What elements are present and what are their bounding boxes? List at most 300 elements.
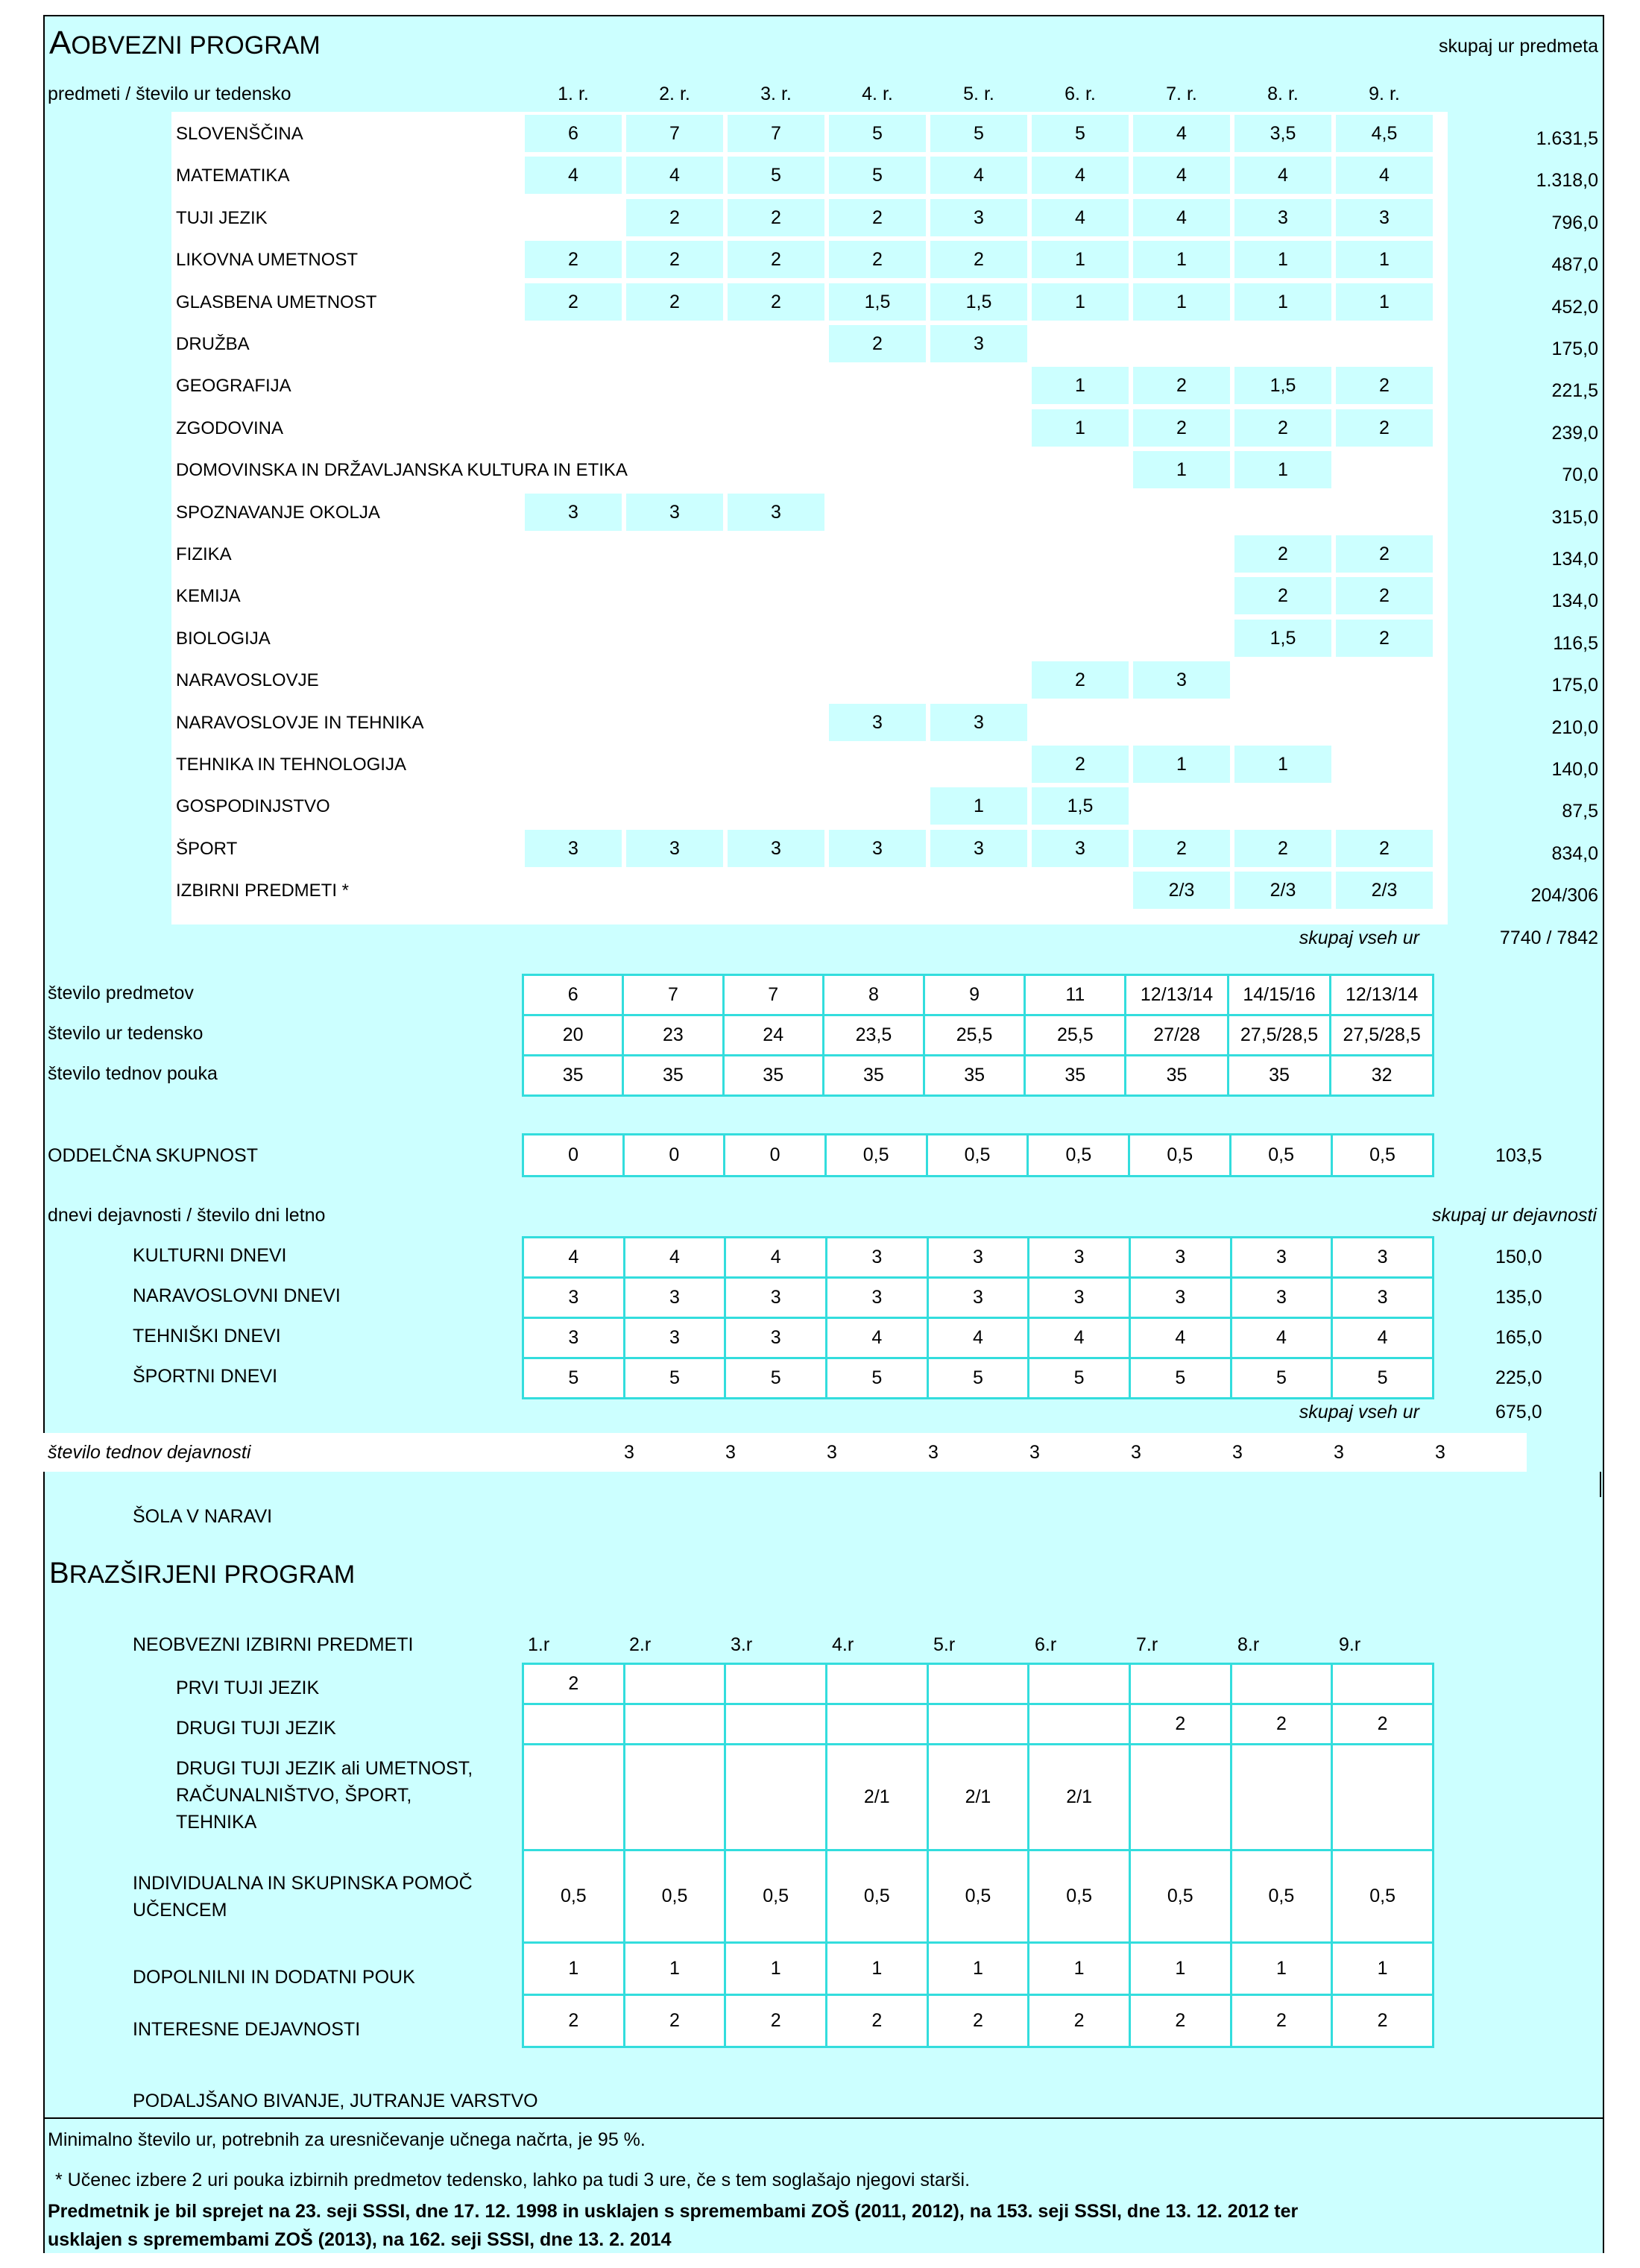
grade-header: 4. r. — [862, 84, 893, 104]
subject-hours-cell — [1336, 661, 1433, 699]
subject-hours-cell: 2 — [1336, 620, 1433, 657]
subject-hours-cell — [829, 494, 926, 531]
subject-hours-cell: 2 — [1336, 409, 1433, 447]
adoption-note-line2: usklajen s spremembami ZOŠ (2013), na 162. seji SSSI, dne 13. 2. 2014 — [48, 2229, 672, 2250]
subject-hours-cell — [525, 787, 622, 825]
grid-cell: 25,5 — [1025, 1015, 1126, 1056]
subject-hours-cell — [930, 872, 1027, 909]
subject-total: 796,0 — [1551, 212, 1598, 233]
subject-hours-cell — [829, 746, 926, 783]
nature-school-label: ŠOLA V NARAVI — [133, 1506, 273, 1527]
grid-row — [523, 1995, 1434, 2047]
subject-hours-cell — [930, 577, 1027, 614]
subject-name: GOSPODINJSTVO — [176, 796, 330, 817]
grid-cell: 2 — [1332, 1704, 1434, 1745]
grid-row — [523, 1135, 1434, 1176]
activity-day-total: 225,0 — [1495, 1367, 1542, 1388]
grid-cell: 5 — [1029, 1358, 1130, 1399]
subject-hours-cell — [1336, 494, 1433, 531]
subject-hours-cell: 2 — [1133, 367, 1230, 404]
grid-cell: 0,5 — [1028, 1135, 1129, 1176]
subject-hours-cell: 4 — [1133, 199, 1230, 236]
grid-row — [523, 1056, 1434, 1096]
summary-grid — [522, 974, 1434, 1097]
grid-cell: 0 — [624, 1135, 725, 1176]
extended-grade-header: 6.r — [1035, 1634, 1057, 1655]
subject-total: 134,0 — [1551, 549, 1598, 570]
grid-cell — [927, 1664, 1029, 1704]
grid-cell — [523, 1704, 625, 1745]
grid-cell: 2 — [725, 1995, 827, 2047]
section-b-heading — [49, 1552, 355, 1601]
subject-hours-cell: 6 — [525, 115, 622, 152]
extended-grade-header: 5.r — [933, 1634, 956, 1655]
subject-hours-cell — [930, 451, 1027, 488]
grid-cell: 0,5 — [927, 1850, 1029, 1943]
subject-hours-cell — [626, 704, 723, 741]
grid-cell: 3 — [1231, 1238, 1332, 1278]
grid-cell: 35 — [623, 1056, 723, 1096]
subject-hours-cell — [1336, 787, 1433, 825]
subject-hours-cell — [1133, 787, 1230, 825]
subject-hours-cell: 4,5 — [1336, 115, 1433, 152]
activity-total-label: skupaj vseh ur — [1299, 1402, 1419, 1423]
section-a-letter: A — [49, 25, 72, 61]
subject-hours-cell — [626, 409, 723, 447]
subject-total: 175,0 — [1551, 675, 1598, 696]
subject-hours-cell — [525, 325, 622, 362]
grid-cell: 0 — [523, 1135, 624, 1176]
subject-hours-cell: 2 — [1234, 409, 1331, 447]
grid-cell: 2 — [523, 1995, 625, 2047]
subject-name: GLASBENA UMETNOST — [176, 292, 377, 312]
subject-name: BIOLOGIJA — [176, 628, 271, 649]
subject-hours-cell — [1133, 494, 1230, 531]
grid-cell: 6 — [523, 975, 623, 1015]
activity-weeks-band — [43, 1433, 1527, 1472]
class-community-total: 103,5 — [1495, 1145, 1542, 1166]
grid-cell: 3 — [1129, 1278, 1231, 1318]
subject-hours-cell — [930, 620, 1027, 657]
subject-hours-cell: 5 — [1032, 115, 1129, 152]
grid-cell — [624, 1664, 725, 1704]
activity-day-label: TEHNIŠKI DNEVI — [133, 1326, 281, 1346]
subject-hours-cell — [626, 577, 723, 614]
subject-hours-cell — [930, 367, 1027, 404]
grid-cell — [1129, 1745, 1231, 1850]
subject-hours-cell: 2 — [728, 199, 824, 236]
subject-hours-cell: 1 — [1032, 241, 1129, 278]
subject-hours-cell — [930, 494, 1027, 531]
grade-header: 5. r. — [963, 84, 994, 104]
subject-hours-cell: 5 — [930, 115, 1027, 152]
subject-hours-cell: 3 — [525, 830, 622, 867]
extended-row-label — [176, 1755, 549, 1836]
subject-hours-cell: 5 — [829, 157, 926, 194]
subject-hours-cell — [525, 620, 622, 657]
subject-hours-cell — [626, 787, 723, 825]
subject-hours-cell: 2/3 — [1336, 872, 1433, 909]
grid-cell: 3 — [826, 1238, 927, 1278]
subject-hours-cell — [829, 620, 926, 657]
subject-hours-cell — [728, 409, 824, 447]
grid-cell: 27,5/28,5 — [1228, 1015, 1331, 1056]
subject-hours-cell — [1032, 494, 1129, 531]
activity-weeks-value: 3 — [725, 1442, 736, 1463]
extended-grade-header: 8.r — [1237, 1634, 1260, 1655]
grid-cell: 9 — [924, 975, 1025, 1015]
footnote: * Učenec izbere 2 uri pouka izbirnih predmetov tedensko, lahko pa tudi 3 ure, če s tem soglašajo njegovi starši. — [55, 2170, 971, 2190]
subject-hours-cell — [728, 872, 824, 909]
grid-cell: 1 — [624, 1943, 725, 1995]
subject-hours-cell — [525, 704, 622, 741]
extended-row-label: DOPOLNILNI IN DODATNI POUK — [133, 1967, 415, 1988]
grid-row — [523, 1745, 1434, 1850]
subject-name: DOMOVINSKA IN DRŽAVLJANSKA KULTURA IN ETIKA — [176, 460, 628, 481]
subject-hours-cell: 2 — [930, 241, 1027, 278]
subject-hours-cell: 4 — [1234, 157, 1331, 194]
subject-hours-cell: 4 — [626, 157, 723, 194]
activity-weeks-value: 3 — [1029, 1442, 1040, 1463]
subject-hours-cell — [829, 661, 926, 699]
extended-grade-header: 4.r — [832, 1634, 854, 1655]
curriculum-document — [43, 15, 1604, 2253]
grid-cell: 1 — [1129, 1943, 1231, 1995]
activity-weeks-value: 3 — [1435, 1442, 1445, 1463]
subject-name: GEOGRAFIJA — [176, 376, 291, 397]
grid-row — [523, 1015, 1434, 1056]
subject-hours-cell — [626, 451, 723, 488]
subject-total: 175,0 — [1551, 338, 1598, 359]
subject-hours-cell — [1336, 746, 1433, 783]
grid-cell: 1 — [1332, 1943, 1434, 1995]
grid-cell: 2/1 — [927, 1745, 1029, 1850]
subject-hours-cell — [829, 451, 926, 488]
grid-cell — [1332, 1664, 1434, 1704]
grid-cell: 5 — [725, 1358, 827, 1399]
subject-hours-cell — [728, 367, 824, 404]
subject-hours-cell — [1234, 704, 1331, 741]
grid-cell — [725, 1745, 827, 1850]
grid-cell: 25,5 — [924, 1015, 1025, 1056]
subject-hours-cell: 2 — [1234, 830, 1331, 867]
grid-cell: 5 — [1231, 1358, 1332, 1399]
activity-header-label: dnevi dejavnosti / število dni letno — [48, 1205, 326, 1226]
subject-hours-cell: 5 — [829, 115, 926, 152]
subject-hours-cell — [626, 661, 723, 699]
activity-day-total: 135,0 — [1495, 1287, 1542, 1308]
subject-hours-cell — [1234, 787, 1331, 825]
subject-hours-cell — [1032, 535, 1129, 573]
grid-cell: 4 — [624, 1238, 725, 1278]
grid-cell: 3 — [624, 1318, 725, 1358]
subject-hours-cell: 4 — [1133, 157, 1230, 194]
grid-cell: 7 — [623, 975, 723, 1015]
grid-row — [523, 1943, 1434, 1995]
subject-hours-cell — [525, 746, 622, 783]
grid-cell: 0,5 — [1129, 1850, 1231, 1943]
activity-weeks-value: 3 — [928, 1442, 939, 1463]
grid-cell: 32 — [1331, 1056, 1434, 1096]
subject-hours-cell — [829, 409, 926, 447]
right-tick — [1600, 1472, 1601, 1497]
subject-total: 487,0 — [1551, 254, 1598, 276]
subject-hours-cell — [1133, 620, 1230, 657]
grid-cell: 35 — [1228, 1056, 1331, 1096]
activity-day-total: 165,0 — [1495, 1327, 1542, 1348]
grid-cell: 2/1 — [1029, 1745, 1130, 1850]
grid-row — [523, 975, 1434, 1015]
activity-day-total: 150,0 — [1495, 1247, 1542, 1267]
subject-hours-cell — [728, 577, 824, 614]
grid-cell — [1231, 1745, 1332, 1850]
subject-hours-cell: 2 — [1032, 746, 1129, 783]
grid-cell: 3 — [1231, 1278, 1332, 1318]
extended-grade-header: 3.r — [731, 1634, 753, 1655]
grade-header: 6. r. — [1065, 84, 1096, 104]
subject-hours-cell: 3 — [1336, 199, 1433, 236]
subject-hours-cell: 4 — [930, 157, 1027, 194]
extended-row-label: PRVI TUJI JEZIK — [176, 1678, 320, 1698]
subject-hours-cell — [1032, 620, 1129, 657]
subject-hours-cell — [728, 325, 824, 362]
subject-hours-cell: 3 — [930, 199, 1027, 236]
extended-row-label-line: TEHNIKA — [176, 1812, 257, 1833]
subject-hours-cell — [525, 367, 622, 404]
subject-hours-cell: 1 — [1133, 451, 1230, 488]
grid-row — [523, 1358, 1434, 1399]
grid-cell: 0,5 — [927, 1135, 1028, 1176]
subject-hours-cell: 3 — [930, 325, 1027, 362]
grid-cell: 4 — [1231, 1318, 1332, 1358]
grid-cell — [725, 1664, 827, 1704]
grade-header: 3. r. — [760, 84, 792, 104]
subject-hours-cell — [1032, 325, 1129, 362]
subject-hours-cell: 7 — [728, 115, 824, 152]
grade-header: 9. r. — [1369, 84, 1400, 104]
subject-hours-cell — [930, 746, 1027, 783]
subject-total: 70,0 — [1562, 464, 1598, 486]
subject-total: 116,5 — [1553, 632, 1598, 654]
grid-cell: 2 — [1129, 1704, 1231, 1745]
activity-weeks-value: 3 — [827, 1442, 837, 1463]
grid-cell: 5 — [624, 1358, 725, 1399]
grid-cell: 4 — [1029, 1318, 1130, 1358]
grid-row — [523, 1850, 1434, 1943]
grid-cell: 8 — [823, 975, 924, 1015]
extended-grade-header: 1.r — [528, 1634, 550, 1655]
subject-hours-cell: 2 — [829, 199, 926, 236]
subject-name: MATEMATIKA — [176, 166, 290, 186]
subject-name: LIKOVNA UMETNOST — [176, 250, 359, 271]
grid-cell — [1332, 1745, 1434, 1850]
subject-hours-cell: 1,5 — [1234, 367, 1331, 404]
subject-hours-cell: 1,5 — [930, 283, 1027, 321]
subject-name: NARAVOSLOVJE — [176, 670, 319, 691]
subject-hours-cell: 3 — [930, 704, 1027, 741]
grid-cell: 4 — [725, 1238, 827, 1278]
subject-hours-cell — [1234, 325, 1331, 362]
activity-weeks-value: 3 — [1334, 1442, 1344, 1463]
subject-hours-cell: 1,5 — [1032, 787, 1129, 825]
subject-total: 140,0 — [1551, 759, 1598, 780]
subject-hours-cell — [1133, 325, 1230, 362]
grid-cell: 3 — [523, 1278, 625, 1318]
grid-cell: 0,5 — [1029, 1850, 1130, 1943]
grid-cell: 0,5 — [826, 1850, 927, 1943]
grid-cell: 0,5 — [1231, 1135, 1332, 1176]
grid-cell — [1029, 1664, 1130, 1704]
subject-total: 239,0 — [1551, 422, 1598, 444]
grid-row — [523, 1238, 1434, 1278]
grid-cell: 0,5 — [1129, 1135, 1231, 1176]
subject-hours-cell: 2 — [626, 199, 723, 236]
subject-hours-cell: 4 — [1032, 157, 1129, 194]
subject-name: SPOZNAVANJE OKOLJA — [176, 502, 380, 523]
subject-hours-cell — [1133, 535, 1230, 573]
grid-cell — [927, 1704, 1029, 1745]
subject-hours-cell: 2/3 — [1234, 872, 1331, 909]
grid-cell: 3 — [1332, 1238, 1434, 1278]
grid-cell: 3 — [927, 1238, 1029, 1278]
subject-hours-cell: 1 — [930, 787, 1027, 825]
subject-hours-cell — [930, 661, 1027, 699]
subject-total: 221,5 — [1551, 380, 1598, 402]
subject-hours-cell: 2 — [1336, 367, 1433, 404]
grid-cell: 0,5 — [1332, 1850, 1434, 1943]
activity-grid — [522, 1236, 1434, 1399]
subject-hours-cell: 1 — [1032, 367, 1129, 404]
extended-row-label: INTERESNE DEJAVNOSTI — [133, 2019, 361, 2040]
subject-hours-cell: 4 — [1133, 115, 1230, 152]
grid-cell: 2 — [826, 1995, 927, 2047]
activity-day-label: ŠPORTNI DNEVI — [133, 1366, 278, 1387]
subject-name: NARAVOSLOVJE IN TEHNIKA — [176, 712, 424, 733]
subject-hours-cell: 1 — [1133, 241, 1230, 278]
subject-hours-cell — [829, 577, 926, 614]
subject-hours-cell — [728, 661, 824, 699]
grid-row — [523, 1278, 1434, 1318]
extended-row-label-line: RAČUNALNIŠTVO, ŠPORT, — [176, 1785, 412, 1806]
activity-weeks-value: 3 — [1131, 1442, 1141, 1463]
subject-hours-cell: 4 — [1336, 157, 1433, 194]
subject-hours-cell — [930, 409, 1027, 447]
subject-hours-cell: 3 — [525, 494, 622, 531]
subject-hours-cell: 2 — [829, 241, 926, 278]
subject-hours-cell: 3 — [1234, 199, 1331, 236]
subject-total: 834,0 — [1551, 842, 1598, 864]
grade-header: 1. r. — [558, 84, 589, 104]
subject-hours-cell: 1 — [1336, 241, 1433, 278]
subject-hours-cell: 3 — [829, 830, 926, 867]
class-community-grid — [522, 1133, 1434, 1177]
subject-total: 134,0 — [1551, 590, 1598, 612]
subject-hours-cell — [626, 325, 723, 362]
subject-name: ŠPORT — [176, 838, 238, 859]
grid-cell: 3 — [1029, 1238, 1130, 1278]
extended-grade-header: 9.r — [1339, 1634, 1361, 1655]
subject-name: ZGODOVINA — [176, 418, 284, 438]
extended-grade-header: 7.r — [1136, 1634, 1158, 1655]
summary-label: število predmetov — [48, 983, 194, 1004]
subject-hours-cell — [525, 451, 622, 488]
section-a-title: OBVEZNI PROGRAM — [71, 31, 321, 60]
summary-label: število tednov pouka — [48, 1063, 218, 1084]
subject-total: 1.631,5 — [1536, 128, 1598, 149]
subject-hours-cell: 7 — [626, 115, 723, 152]
subject-name: DRUŽBA — [176, 334, 250, 354]
grid-cell: 1 — [826, 1943, 927, 1995]
subject-name: TUJI JEZIK — [176, 207, 268, 228]
grid-cell: 3 — [624, 1278, 725, 1318]
grid-cell: 3 — [927, 1278, 1029, 1318]
subject-hours-cell — [525, 577, 622, 614]
subject-hours-cell — [1032, 704, 1129, 741]
extended-grid — [522, 1663, 1434, 2048]
grid-cell: 0,5 — [624, 1850, 725, 1943]
subject-hours-cell: 3 — [728, 494, 824, 531]
subject-hours-cell — [829, 367, 926, 404]
subject-hours-cell — [1234, 494, 1331, 531]
grid-cell: 3 — [1129, 1238, 1231, 1278]
activity-weeks-label: število tednov dejavnosti — [48, 1442, 251, 1463]
subject-hours-cell: 3 — [1032, 830, 1129, 867]
grid-cell: 7 — [723, 975, 823, 1015]
grid-cell: 0,5 — [725, 1850, 827, 1943]
subject-hours-cell — [728, 746, 824, 783]
subject-hours-cell: 3 — [829, 704, 926, 741]
grades-header-label: predmeti / število ur tedensko — [48, 84, 291, 104]
adoption-note-line1: Predmetnik je bil sprejet na 23. seji SSSI, dne 17. 12. 1998 in usklajen s spremembami ZOŠ (2011, 2012), na 153. seji SSSI, dne 13. 12. 2012 ter — [48, 2201, 1299, 2222]
grid-row — [523, 1704, 1434, 1745]
subject-hours-cell: 1,5 — [1234, 620, 1331, 657]
subject-hours-cell: 3 — [626, 830, 723, 867]
extended-row-label-line: UČENCEM — [133, 1900, 227, 1921]
activity-weeks-value: 3 — [624, 1442, 634, 1463]
grid-cell: 20 — [523, 1015, 623, 1056]
min-hours-note: Minimalno število ur, potrebnih za uresničevanje učnega načrta, je 95 %. — [48, 2129, 646, 2150]
subject-total: 204/306 — [1530, 885, 1598, 907]
extended-row-label-line: DRUGI TUJI JEZIK ali UMETNOST, — [176, 1758, 473, 1779]
left-tick — [43, 1472, 45, 1497]
subject-total: 1.318,0 — [1536, 170, 1598, 192]
subject-hours-cell — [1032, 577, 1129, 614]
subject-hours-cell: 2 — [829, 325, 926, 362]
subject-hours-cell: 4 — [1032, 199, 1129, 236]
grid-cell — [1231, 1664, 1332, 1704]
grid-cell: 2 — [1332, 1995, 1434, 2047]
grid-cell: 1 — [1029, 1943, 1130, 1995]
subject-hours-cell: 2 — [728, 283, 824, 321]
grid-cell: 2 — [927, 1995, 1029, 2047]
subject-hours-cell: 4 — [525, 157, 622, 194]
activity-weeks-value: 3 — [1232, 1442, 1243, 1463]
subject-hours-cell: 1 — [1032, 283, 1129, 321]
activity-total-header: skupaj ur dejavnosti — [1432, 1205, 1597, 1226]
subject-hours-cell: 3 — [728, 830, 824, 867]
subject-hours-cell — [829, 535, 926, 573]
subject-hours-cell — [829, 872, 926, 909]
subject-total: 210,0 — [1551, 716, 1598, 738]
grid-cell: 0,5 — [523, 1850, 625, 1943]
extended-grade-header: 2.r — [629, 1634, 652, 1655]
grid-cell: 27,5/28,5 — [1331, 1015, 1434, 1056]
subject-hours-cell: 2 — [1133, 409, 1230, 447]
subject-hours-cell: 2 — [525, 283, 622, 321]
subject-total-header: skupaj ur predmeta — [1438, 36, 1598, 57]
subject-hours-cell: 1 — [1133, 746, 1230, 783]
grid-cell: 35 — [924, 1056, 1025, 1096]
